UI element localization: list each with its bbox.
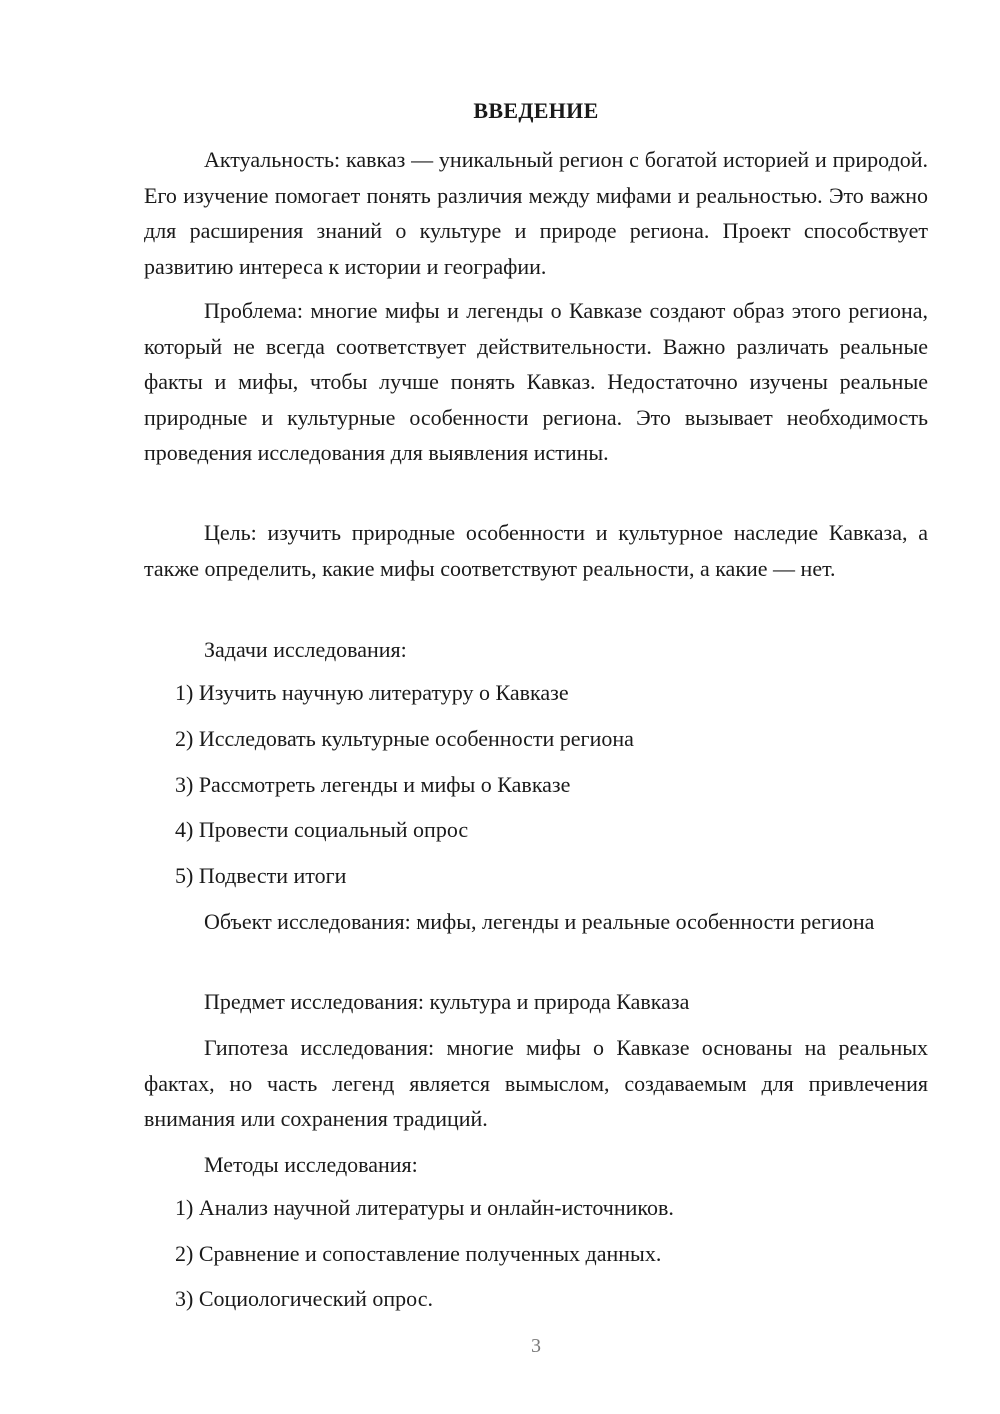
method-item: 2) Сравнение и сопоставление полученных данных. xyxy=(175,1241,662,1266)
task-item: 4) Провести социальный опрос xyxy=(175,817,469,842)
task-item: 1) Изучить научную литературу о Кавказе xyxy=(175,680,569,705)
task-item: 5) Подвести итоги xyxy=(175,863,347,888)
task-item: 3) Рассмотреть легенды и мифы о Кавказе xyxy=(175,772,571,797)
document-page xyxy=(144,0,928,1414)
hypothesis-paragraph: Гипотеза исследования: многие мифы о Кавказе основаны на реальных фактах, но часть легенд является вымыслом, создаваемым для привлечения внимания или сохранения традиций. xyxy=(144,1035,928,1131)
problem-paragraph: Проблема: многие мифы и легенды о Кавказе создают образ этого региона, который не всегда соответствует действительности. Важно различать реальные факты и мифы, чтобы лучше понять Кавказ. Недостаточно изучены реальные природные и культурные особенности региона. Это вызывает необходимость проведения исследования для выявления истины. xyxy=(144,298,928,465)
tasks-heading: Задачи исследования: xyxy=(204,637,407,662)
method-item: 3) Социологический опрос. xyxy=(175,1286,433,1311)
method-item: 1) Анализ научной литературы и онлайн-источников. xyxy=(175,1195,674,1220)
section-title: ВВЕДЕНИЕ xyxy=(473,98,599,123)
relevance-paragraph: Актуальность: кавказ — уникальный регион с богатой историей и природой. Его изучение помогает понять различия между мифами и реальностью. Это важно для расширения знаний о культуре и природе региона. Проект способствует развитию интереса к истории и географии. xyxy=(144,147,928,279)
object-paragraph: Объект исследования: мифы, легенды и реальные особенности региона xyxy=(204,909,875,934)
methods-heading: Методы исследования: xyxy=(204,1152,418,1177)
subject-paragraph: Предмет исследования: культура и природа Кавказа xyxy=(204,989,690,1014)
goal-paragraph: Цель: изучить природные особенности и культурное наследие Кавказа, а также определить, какие мифы соответствуют реальности, а какие — нет. xyxy=(144,520,928,581)
page-number: 3 xyxy=(531,1335,541,1357)
task-item: 2) Исследовать культурные особенности региона xyxy=(175,726,634,751)
